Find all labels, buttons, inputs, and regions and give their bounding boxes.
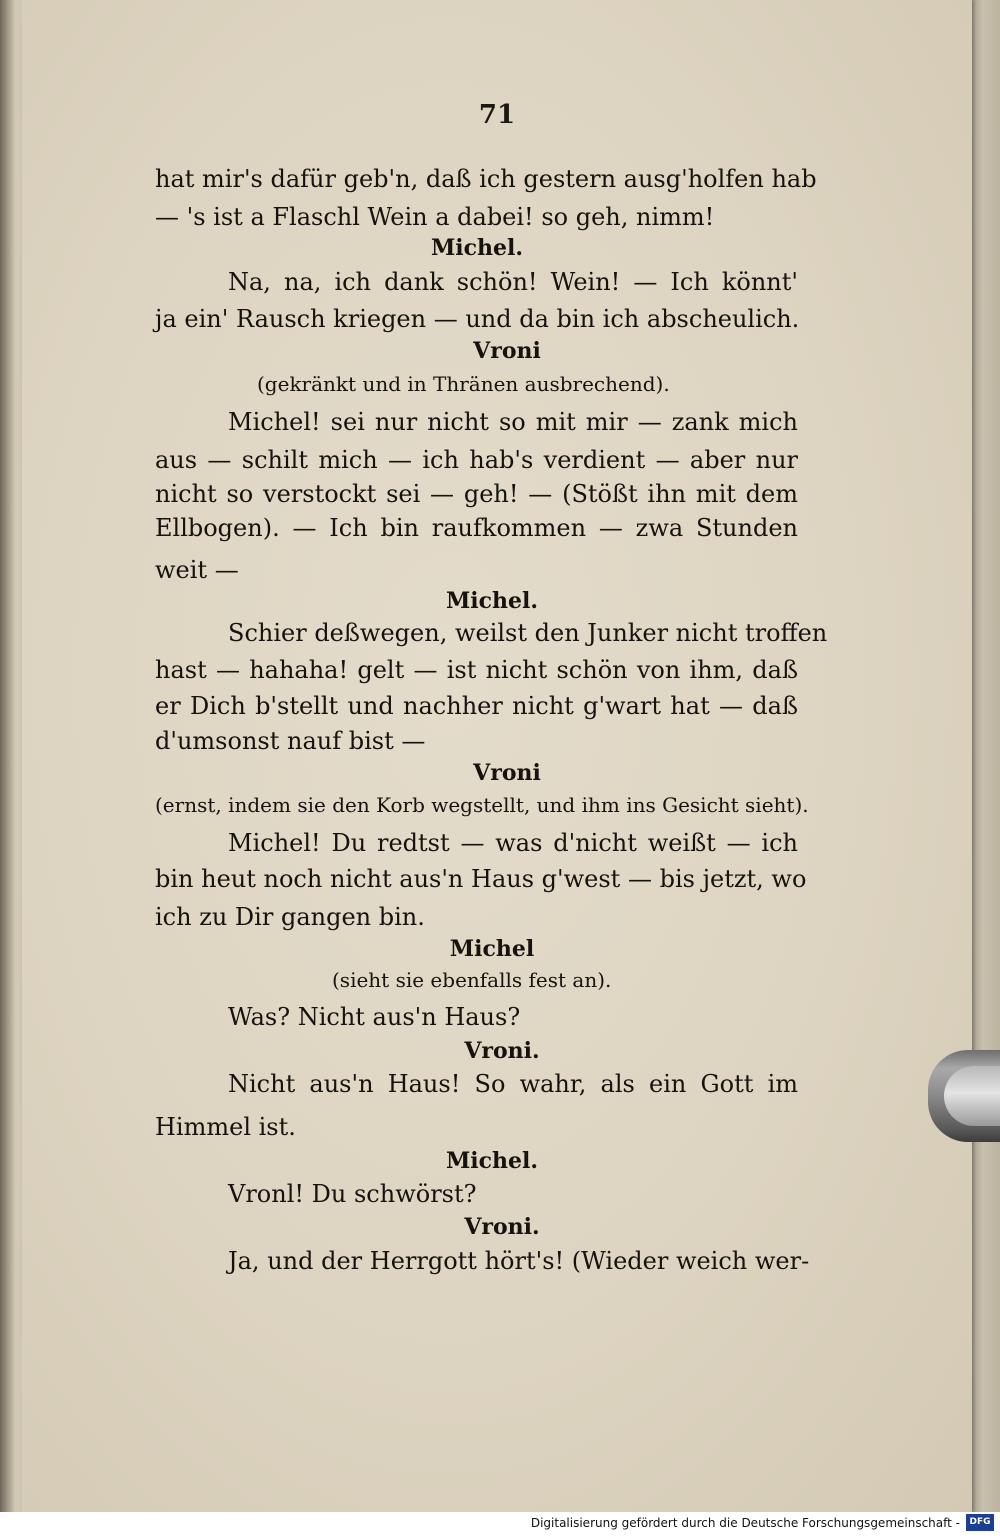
speaker-name: Michel. [445,588,539,614]
text-line: Ja, und der Herrgott hört's! (Wieder weich wer- [228,1247,810,1275]
page-number: 71 [478,100,516,130]
text-line: er Dich b'stellt und nachher nicht g'wart hat — daß [155,692,798,720]
dfg-logo-icon: DFG [966,1514,994,1531]
text-line: Michel! sei nur nicht so mit mir — zank mich [228,408,798,436]
text-line: hast — hahaha! gelt — ist nicht schön von ihm, daß [155,656,798,684]
text-line: nicht so verstockt sei — geh! — (Stößt ihn mit dem [155,480,798,508]
speaker-name: Michel [449,936,535,962]
text-line: Nicht aus'n Haus! So wahr, als ein Gott im [228,1070,798,1098]
speaker-name: Vroni [473,338,541,364]
book-page [22,0,972,1512]
text-line: ich zu Dir gangen bin. [155,903,425,931]
speaker-name: Vroni [473,760,541,786]
text-line: Na, na, ich dank schön! Wein! — Ich könnt' [228,268,798,296]
speaker-name: Michel. [430,235,524,261]
speaker-name: Vroni. [464,1214,540,1240]
stage-direction: (gekränkt und in Thränen ausbrechend). [257,372,670,396]
text-line: Was? Nicht aus'n Haus? [228,1003,521,1031]
text-line: Vronl! Du schwörst? [228,1180,477,1208]
text-line: Himmel ist. [155,1113,296,1141]
text-line: bin heut noch nicht aus'n Haus g'west — bis jetzt, wo [155,865,807,893]
stage-direction: (sieht sie ebenfalls fest an). [332,968,612,992]
text-line: — 's ist a Flaschl Wein a dabei! so geh, nimm! [155,203,715,231]
text-line: Schier deßwegen, weilst den Junker nicht troffen [228,619,828,647]
text-line: d'umsonst nauf bist — [155,727,426,755]
book-spine-edge [0,0,22,1539]
stage-direction: (ernst, indem sie den Korb wegstellt, und ihm ins Gesicht sieht). [155,793,809,817]
text-line: aus — schilt mich — ich hab's verdient — aber nur [155,446,798,474]
page-clip-highlight [944,1066,1000,1126]
text-line: Ellbogen). — Ich bin raufkommen — zwa Stunden [155,514,798,542]
speaker-name: Michel. [445,1148,539,1174]
text-line: Michel! Du redtst — was d'nicht weißt — ich [228,829,798,857]
page-right-edge [972,0,1000,1512]
text-line: ja ein' Rausch kriegen — und da bin ich abscheulich. [155,305,800,333]
footer-credit: Digitalisierung gefördert durch die Deutsche Forschungsgemeinschaft - [530,1516,960,1530]
text-line: hat mir's dafür geb'n, daß ich gestern ausg'holfen hab [155,165,817,193]
speaker-name: Vroni. [464,1038,540,1064]
text-line: weit — [155,556,239,584]
